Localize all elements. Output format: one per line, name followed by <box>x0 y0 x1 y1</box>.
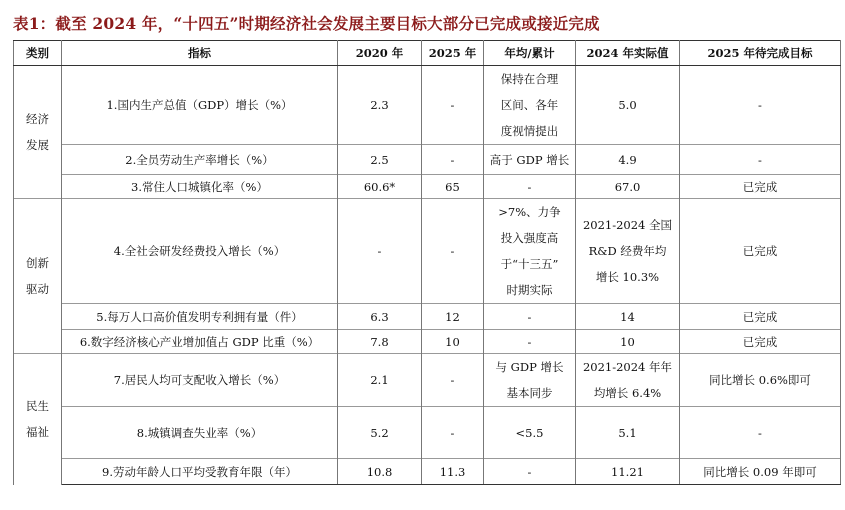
actual-cell: 2021-2024 年年 均增长 6.4% <box>576 354 680 407</box>
header-2025: 2025 年 <box>422 41 484 66</box>
value-2020: 2.1 <box>338 354 422 407</box>
target-cell: 同比增长 0.09 年即可 <box>680 459 841 485</box>
header-category: 类别 <box>14 41 62 66</box>
avg-cell: <5.5 <box>484 407 576 459</box>
header-row <box>14 41 841 66</box>
header-2020: 2020 年 <box>338 41 422 66</box>
value-2020: 6.3 <box>338 304 422 330</box>
target-cell: - <box>680 407 841 459</box>
target-cell: - <box>680 66 841 145</box>
actual-cell: 67.0 <box>576 175 680 199</box>
value-2025: 10 <box>422 330 484 354</box>
avg-cell: 与 GDP 增长 基本同步 <box>484 354 576 407</box>
actual-cell: 14 <box>576 304 680 330</box>
avg-cell: - <box>484 459 576 485</box>
category-econ: 经济 发展 <box>14 66 62 199</box>
indicator-cell: 4.全社会研发经费投入增长（%） <box>62 199 338 304</box>
actual-cell: 4.9 <box>576 145 680 175</box>
indicator-cell: 2.全员劳动生产率增长（%） <box>62 145 338 175</box>
value-2020: 10.8 <box>338 459 422 485</box>
actual-cell: 10 <box>576 330 680 354</box>
indicator-cell: 7.居民人均可支配收入增长（%） <box>62 354 338 407</box>
table-row <box>14 459 841 485</box>
value-2020: 60.6* <box>338 175 422 199</box>
actual-cell: 5.0 <box>576 66 680 145</box>
actual-cell: 5.1 <box>576 407 680 459</box>
indicator-cell: 9.劳动年龄人口平均受教育年限（年） <box>62 459 338 485</box>
header-target: 2025 年待完成目标 <box>680 41 841 66</box>
avg-cell: 保持在合理 区间、各年 度视情提出 <box>484 66 576 145</box>
target-cell: 已完成 <box>680 304 841 330</box>
target-cell: - <box>680 145 841 175</box>
table-row <box>14 304 841 330</box>
indicator-cell: 8.城镇调查失业率（%） <box>62 407 338 459</box>
indicator-cell: 6.数字经济核心产业增加值占 GDP 比重（%） <box>62 330 338 354</box>
avg-cell: - <box>484 330 576 354</box>
table-row <box>14 199 841 304</box>
header-indicator: 指标 <box>62 41 338 66</box>
table-title: 表1：截至 2024 年，“十四五”时期经济社会发展主要目标大部分已完成或接近完成 <box>13 14 600 33</box>
value-2025: - <box>422 199 484 304</box>
actual-cell: 2021-2024 全国 R&D 经费年均 增长 10.3% <box>576 199 680 304</box>
avg-cell: 高于 GDP 增长 <box>484 145 576 175</box>
actual-cell: 11.21 <box>576 459 680 485</box>
target-cell: 已完成 <box>680 175 841 199</box>
value-2025: - <box>422 407 484 459</box>
value-2025: 11.3 <box>422 459 484 485</box>
category-welfare: 民生 福祉 <box>14 354 62 485</box>
value-2025: 12 <box>422 304 484 330</box>
indicator-cell: 5.每万人口高价值发明专利拥有量（件） <box>62 304 338 330</box>
category-innov: 创新 驱动 <box>14 199 62 354</box>
header-avg: 年均/累计 <box>484 41 576 66</box>
table-row <box>14 66 841 145</box>
avg-cell: - <box>484 304 576 330</box>
indicator-cell: 3.常住人口城镇化率（%） <box>62 175 338 199</box>
value-2020: - <box>338 199 422 304</box>
value-2025: - <box>422 145 484 175</box>
targets-table <box>13 40 841 485</box>
value-2020: 5.2 <box>338 407 422 459</box>
avg-cell: >7%、力争 投入强度高 于“十三五” 时期实际 <box>484 199 576 304</box>
value-2025: 65 <box>422 175 484 199</box>
target-cell: 同比增长 0.6%即可 <box>680 354 841 407</box>
indicator-cell: 1.国内生产总值（GDP）增长（%） <box>62 66 338 145</box>
table-row <box>14 175 841 199</box>
target-cell: 已完成 <box>680 330 841 354</box>
table-row <box>14 407 841 459</box>
target-cell: 已完成 <box>680 199 841 304</box>
value-2020: 7.8 <box>338 330 422 354</box>
table-row <box>14 354 841 407</box>
header-actual: 2024 年实际值 <box>576 41 680 66</box>
value-2025: - <box>422 66 484 145</box>
value-2020: 2.3 <box>338 66 422 145</box>
table-row <box>14 145 841 175</box>
value-2020: 2.5 <box>338 145 422 175</box>
value-2025: - <box>422 354 484 407</box>
table-row <box>14 330 841 354</box>
avg-cell: - <box>484 175 576 199</box>
